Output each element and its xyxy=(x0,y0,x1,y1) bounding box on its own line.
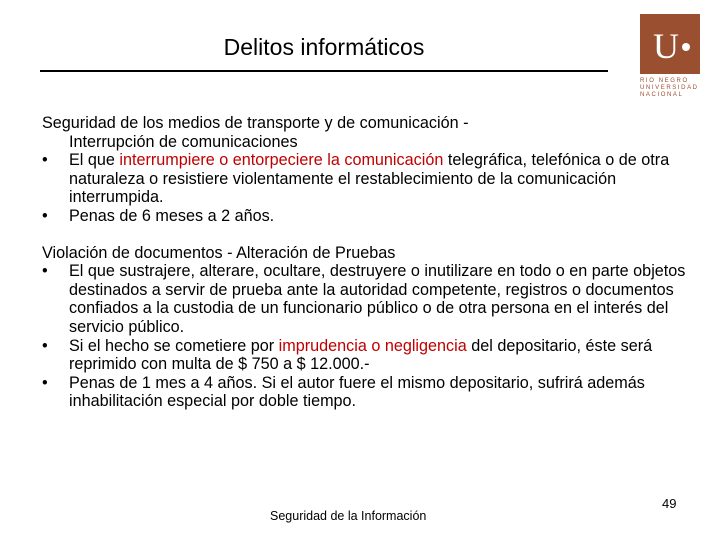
slide-content xyxy=(42,114,697,411)
section-heading-line-2: Interrupción de comunicaciones xyxy=(69,132,298,151)
university-logo xyxy=(640,14,700,74)
bullet-icon: • xyxy=(42,262,48,281)
section-transport-communication xyxy=(42,114,697,226)
bullet-icon: • xyxy=(42,373,48,392)
bullet-text: telegráfica, telefónica o de otra naturaleza o resistiere violentamente el restablecimiento de la comunicación interrumpida. xyxy=(69,151,670,207)
slide-title: Delitos informáticos xyxy=(223,34,425,60)
list-item xyxy=(42,337,697,374)
logo-caption xyxy=(640,78,704,99)
bullet-text: Penas de 6 meses a 2 años. xyxy=(69,206,275,225)
highlight-text: interrumpiere o entorpeciere la comunicación xyxy=(119,151,444,170)
footer-text: Seguridad de la Información xyxy=(270,509,427,523)
bullet-text: Si el hecho se cometiere por xyxy=(69,336,279,355)
section-heading-line-1: Violación de documentos - Alteración de Pruebas xyxy=(42,243,396,262)
page-number: 49 xyxy=(662,496,677,511)
list-item xyxy=(42,374,697,411)
highlight-text: imprudencia o negligencia xyxy=(278,336,467,355)
section-heading xyxy=(42,244,697,263)
list-item xyxy=(42,151,697,207)
logo-line-1: RIO NEGRO xyxy=(640,78,689,84)
bullet-list xyxy=(42,262,697,411)
bullet-icon: • xyxy=(42,206,48,225)
section-heading xyxy=(42,114,697,151)
bullet-icon: • xyxy=(42,151,48,170)
list-item xyxy=(42,262,697,336)
logo-line-2: UNIVERSIDAD xyxy=(640,85,699,91)
bullet-text: del depositario, éste será reprimido con multa de $ 750 a $ 12.000.- xyxy=(69,336,653,374)
logo-mark-icon xyxy=(640,14,700,74)
list-item xyxy=(42,207,697,226)
bullet-icon: • xyxy=(42,336,48,355)
bullet-text: El que xyxy=(69,151,120,170)
logo-letter: U xyxy=(653,26,679,66)
bullet-list xyxy=(42,151,697,225)
logo-line-3: NACIONAL xyxy=(640,92,684,98)
bullet-text: Penas de 1 mes a 4 años. Si el autor fuere el mismo depositario, sufrirá además inhabilitación especial por doble tiempo. xyxy=(69,373,645,411)
section-document-violation xyxy=(42,244,697,411)
bullet-text: El que sustrajere, alterare, ocultare, destruyere o inutilizare en todo o en parte objetos destinados a servir de prueba ante la autoridad competente, registros o documentos confiados a la custodia de un funcionario público o de otra persona en el interés del servicio público. xyxy=(69,262,686,336)
title-underline xyxy=(40,70,608,72)
section-heading-line-1: Seguridad de los medios de transporte y de comunicación - xyxy=(42,114,469,132)
section-spacer xyxy=(42,226,697,244)
